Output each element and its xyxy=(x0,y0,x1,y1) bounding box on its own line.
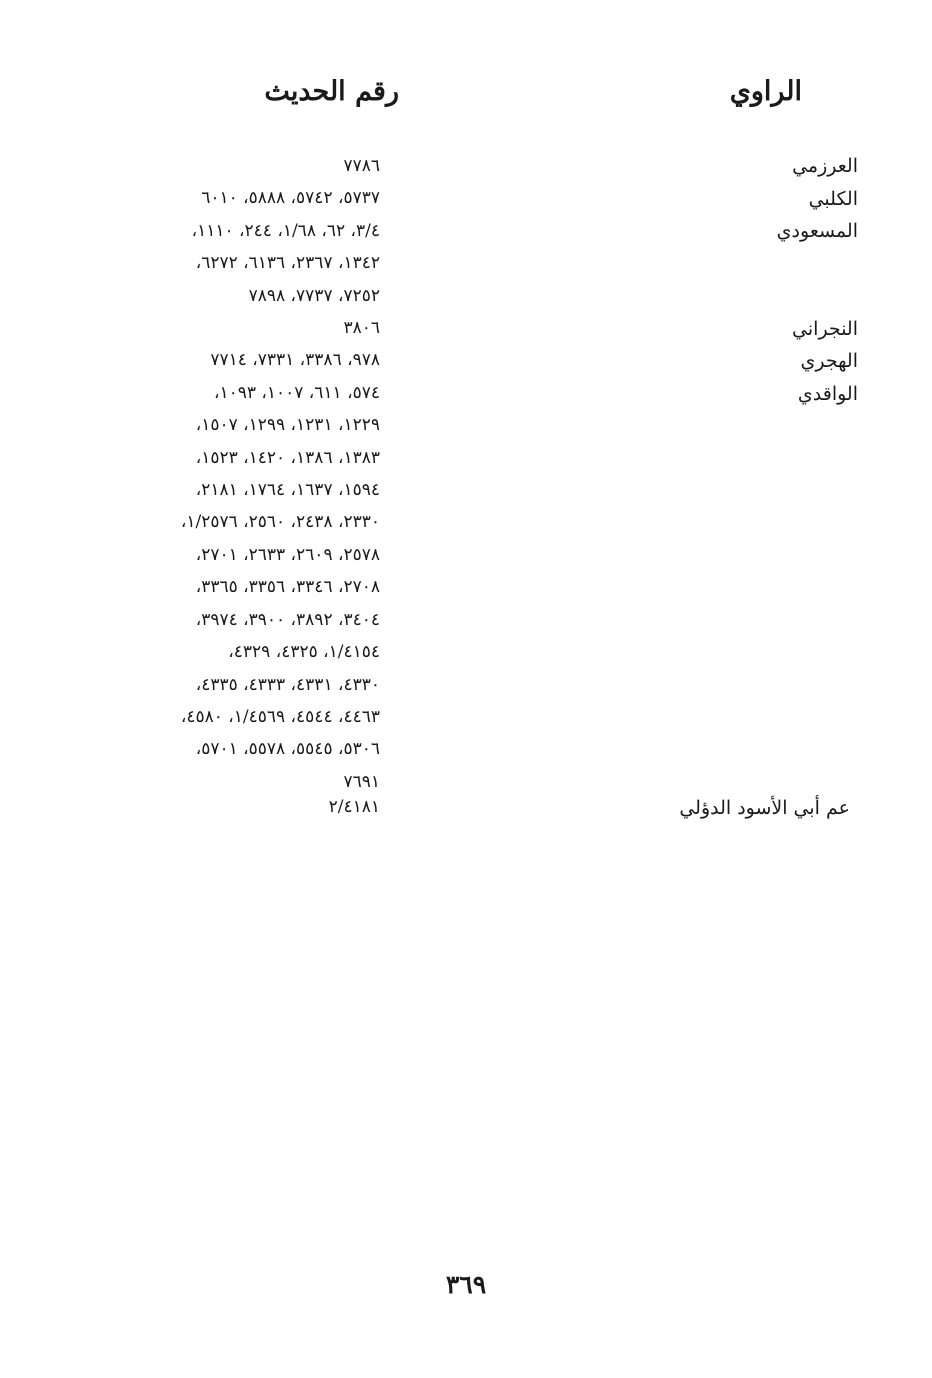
spacer xyxy=(777,248,858,281)
hadith-number-line: ٢٧٠٨، ٣٣٤٦، ٣٣٥٦، ٣٣٦٥، xyxy=(195,577,380,598)
narrator-entry: المسعودي xyxy=(776,220,858,242)
narrator-list xyxy=(777,150,858,410)
narrator-entry: عم أبي الأسود الدؤلي xyxy=(679,797,850,819)
hadith-number-line: ١٣٤٢، ٢٣٦٧، ٦١٣٦، ٦٢٧٢، xyxy=(195,253,380,274)
hadith-number-line: ٧٧٨٦ xyxy=(343,156,380,176)
hadith-number-line: ٢٣٣٠، ٢٤٣٨، ٢٥٦٠، ١/٢٥٧٦، xyxy=(180,512,380,533)
hadith-number-line: ٧٢٥٢، ٧٧٣٧، ٧٨٩٨ xyxy=(248,285,380,306)
narrator-entry: الهجري xyxy=(800,350,858,372)
hadith-number-line: ٤٣٣٠، ٤٣٣١، ٤٣٣٣، ٤٣٣٥، xyxy=(195,674,380,695)
hadith-number-column-header: رقم الحديث xyxy=(264,76,399,107)
hadith-number-line: ٩٧٨، ٣٣٨٦، ٧٣٣١، ٧٧١٤ xyxy=(210,350,380,371)
hadith-number-line: ١٥٩٤، ١٦٣٧، ١٧٦٤، ٢١٨١، xyxy=(195,480,380,501)
spacer xyxy=(777,280,858,313)
hadith-number-line: ٥٧٣٧، ٥٧٤٢، ٥٨٨٨، ٦٠١٠ xyxy=(201,188,380,209)
hadith-number-line: ١٣٨٣، ١٣٨٦، ١٤٢٠، ١٥٢٣، xyxy=(195,447,380,468)
narrator-column-header: الراوي xyxy=(729,76,802,107)
narrator-entry: الواقدي xyxy=(797,382,858,405)
hadith-number-line: ٣٨٠٦ xyxy=(343,318,380,339)
hadith-number-line: ٢٥٧٨، ٢٦٠٩، ٢٦٣٣، ٢٧٠١، xyxy=(195,544,380,565)
narrator-entry: النجراني xyxy=(792,317,858,340)
narrator-entry: الكلبي xyxy=(808,187,858,210)
hadith-number-line: ٥٧٤، ٦١١، ١٠٠٧، ١٠٩٣، xyxy=(213,382,380,403)
page-number: ٣٦٩ xyxy=(445,1270,487,1299)
hadith-number-line: ١/٤١٥٤، ٤٣٢٥، ٤٣٢٩، xyxy=(228,642,380,663)
narrator-entry: العرزمي xyxy=(792,155,858,177)
hadith-number-list xyxy=(181,150,380,798)
hadith-number-line: ٥٣٠٦، ٥٥٤٥، ٥٥٧٨، ٥٧٠١، xyxy=(195,739,380,760)
hadith-number-line: ٢/٤١٨١ xyxy=(328,797,380,817)
hadith-number-line: ٣/٤، ٦٢، ١/٦٨، ٢٤٤، ١١١٠، xyxy=(191,220,380,241)
hadith-number-line: ١٢٢٩، ١٢٣١، ١٢٩٩، ١٥٠٧، xyxy=(195,415,380,436)
hadith-number-line: ٣٤٠٤، ٣٨٩٢، ٣٩٠٠، ٣٩٧٤، xyxy=(195,609,380,630)
hadith-number-line: ٧٦٩١ xyxy=(343,771,380,792)
hadith-number-line: ٤٤٦٣، ٤٥٤٤، ١/٤٥٦٩، ٤٥٨٠، xyxy=(180,706,380,727)
